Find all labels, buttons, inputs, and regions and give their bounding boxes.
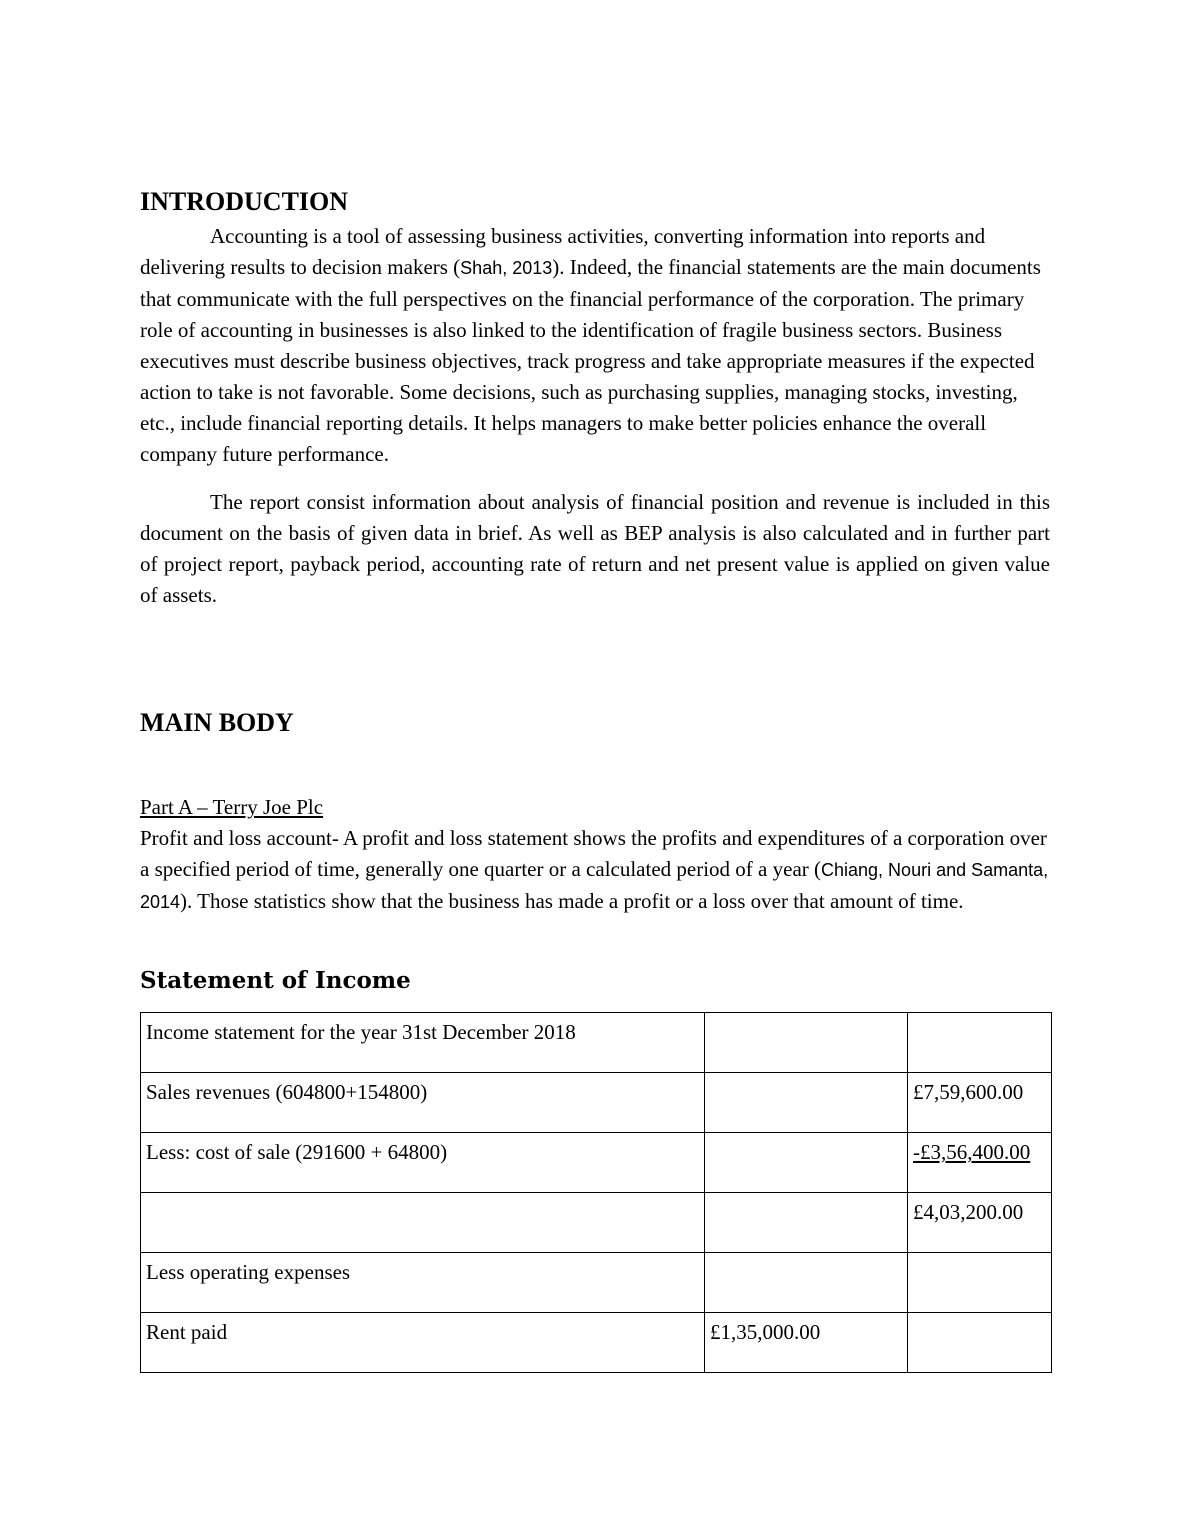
- citation-shah: Shah, 2013: [460, 258, 553, 278]
- main-body-heading: MAIN BODY: [140, 708, 294, 737]
- table-cell: £1,35,000.00: [705, 1313, 908, 1373]
- table-cell: £7,59,600.00: [908, 1073, 1052, 1133]
- table-cell: [908, 1313, 1052, 1373]
- table-row: [141, 1073, 1052, 1133]
- table-cell: [141, 1193, 705, 1253]
- pl-text-after: ). Those statistics show that the business has made a profit or a loss over that amount of time.: [180, 889, 964, 913]
- citation-chiang: Chiang, Nouri and Samanta, 2014: [140, 860, 1049, 912]
- table-cell: Less operating expenses: [141, 1253, 705, 1313]
- table-row: [141, 1013, 1052, 1073]
- pl-text-before: Profit and loss account- A profit and loss statement shows the profits and expenditures of a corporation over a specified period of time, generally one quarter or a calculated period of a year (: [140, 826, 1047, 881]
- table-cell: Less: cost of sale (291600 + 64800): [141, 1133, 705, 1193]
- table-cell: [908, 1133, 1052, 1193]
- table-cell: Sales revenues (604800+154800): [141, 1073, 705, 1133]
- table-cell: [705, 1133, 908, 1193]
- table-cell: [705, 1073, 908, 1133]
- income-statement-table: [140, 1012, 1052, 1373]
- cost-of-sale-value: -£3,56,400.00: [913, 1140, 1031, 1164]
- table-cell: [705, 1253, 908, 1313]
- table-row: [141, 1253, 1052, 1313]
- introduction-heading: INTRODUCTION: [140, 187, 349, 216]
- table-row: [141, 1133, 1052, 1193]
- introduction-paragraph-1: [140, 221, 1050, 470]
- statement-of-income-heading: Statement of Income: [140, 967, 411, 994]
- table-cell: Rent paid: [141, 1313, 705, 1373]
- table-row: [141, 1193, 1052, 1253]
- table-cell: [908, 1013, 1052, 1073]
- table-cell: [908, 1253, 1052, 1313]
- table-cell: £4,03,200.00: [908, 1193, 1052, 1253]
- table-cell: Income statement for the year 31st December 2018: [141, 1013, 705, 1073]
- table-cell: [705, 1013, 908, 1073]
- table-row: [141, 1313, 1052, 1373]
- introduction-paragraph-2: The report consist information about analysis of financial position and revenue is included in this document on the basis of given data in brief. As well as BEP analysis is also calculated and in further part of project report, payback period, accounting rate of return and net present value is applied on given value of assets.: [140, 490, 1050, 607]
- table-cell: [705, 1193, 908, 1253]
- intro-p1-text-after: ). Indeed, the financial statements are the main documents that communicate with the full perspectives on the financial performance of the corporation. The primary role of accounting in businesses is also linked to the identification of fragile business sectors. Business executives must describe business objectives, track progress and take appropriate measures if the expected action to take is not favorable. Some decisions, such as purchasing supplies, managing stocks, investing, etc., include financial reporting details. It helps managers to make better policies enhance the overall company future performance.: [140, 255, 1041, 466]
- part-a-title: Part A – Terry Joe Plc: [140, 795, 324, 819]
- profit-loss-paragraph: [140, 823, 1050, 918]
- intro-p1-text-before: Accounting is a tool of assessing business activities, converting information into reports and delivering results to decision makers (: [140, 224, 986, 279]
